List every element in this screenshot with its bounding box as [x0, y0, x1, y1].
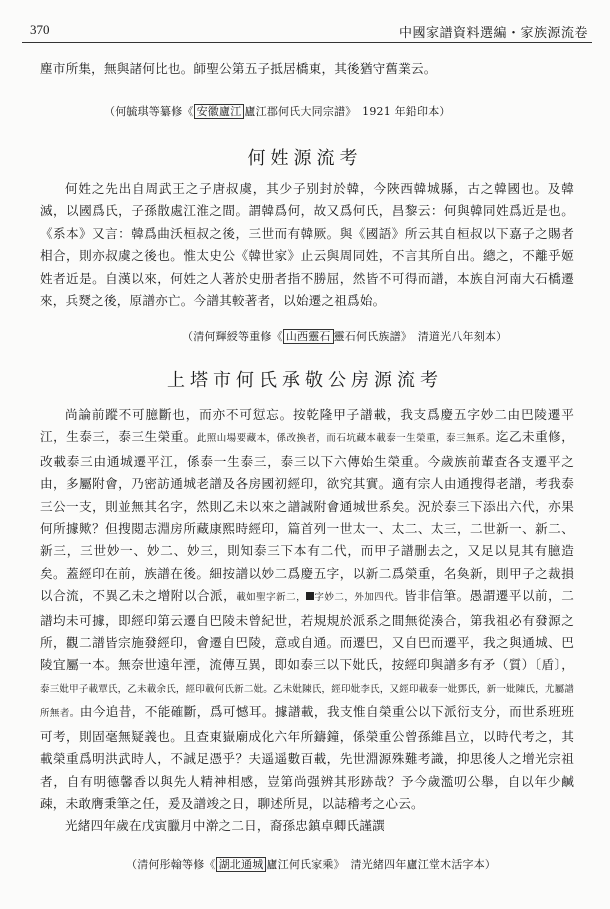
inline-note-1: 此照山場要藏本，係改換者，而石坑藏本載泰一生榮重，泰三無系。	[196, 433, 496, 445]
source-3-region: 湖北通城	[216, 857, 267, 872]
source-1-pre: （何毓琪等纂修《	[104, 105, 194, 118]
source-2-region: 山西靈石	[283, 329, 334, 344]
page-number: 370	[30, 22, 50, 37]
inline-note-2b: 字妙二，外加四代。	[314, 592, 405, 604]
section-2-signature: 光緒四年歲在戊寅臘月中澣之二日，裔孫忠鎮卓卿氏謹譔	[65, 818, 385, 834]
intro-block	[40, 58, 574, 80]
intro-text: 塵市所集，無與諸何比也。師聖公第五子抵居橋東，其後猶守舊業云。	[40, 61, 437, 76]
source-3-post: 廬江何氏家乘》 清光緒四年廬江堂木活字本）	[266, 858, 497, 871]
book-title: 中國家譜資料選編・家族源流卷	[398, 26, 588, 41]
section-2-paragraph-1: 尚論前蹤不可臆斷也，而亦不可愆忘。按乾隆甲子譜載，我支爲慶五字妙二由巴陵遷平江，生泰三，泰三生榮重。此照山場要藏本，係改換者，而石坑藏本載泰一生榮重，泰三無系。迄乙未重修，改載泰三由通城遷平江，係泰一生泰三，泰三以下六傳始生榮重。今歲族前輩查各支遷平之由，多屬附會，乃密訪通城老譜及各房國初經印，欲究其實。適有宗人由通搜得老譜，考我泰三公一支，則並無其名字，然則乙未以來之譜誠附會通城世系矣。況於泰三下添出六代，亦果何所據歟？但搜閲志淵房所藏康熙時經印，篇首列一世太一、太二、太三，二世新一、新二、新三，三世妙一、妙二、妙三，則知泰三下本有二代，而甲子譜删去之，又足以見其有臆造矣。蓋經印在前，族譜在後。細按譜以妙二爲慶五字，以新二爲榮重，名奐新，則甲子之裁損以合流，不異乙未之增附以合派，載如聖字新二， 字妙二，外加四代。皆非信筆。愚謂遷平以前，二譜均未可據，即經印第云遷自巴陵未曾紀世，若規規於派系之間無從湊合，第我祖必有發源之所，觀二譜皆宗施發經印，會遷自巴陵，意或自通。而遷巴，又自巴而遷平，我之與通城、巴陵宜屬一本。無奈世遠年湮，流傳互異，即如泰三以下妣氏，按經印與譜多有矛（質）〔盾〕，泰三妣甲子載覃氏，乙未載余氏，經印載何氏新二妣。乙未妣陳氏，經印妣李氏，又經印載泰一妣鄧氏，新一妣陳氏，尤屬譜所無者。由今追昔，不能確斷，爲可憾耳。據譜載，我支惟自榮重公以下派衍支分，而世系班班可考，則固毫無疑義也。且查東嶽廟成化六年所鑄鐘，係榮重公曾孫維昌立，以時代考之，其載榮重爲明洪武時人，不誠足憑乎？夫遥遥數百載，先世淵源殊難考識，抑思後人之增光宗祖者，自有明德馨香以與先人精神相感，豈第尚强辨其形跡哉？予今歲濫叨公舉，自以年少鹹疎，未敢膺秉筆之任，爰及譜竣之日，聊述所見，以誌稽考之心云。	[40, 407, 574, 811]
section-2-body	[40, 404, 574, 838]
section-1-body	[40, 178, 574, 312]
section-2-title: 上塔市何氏承敬公房源流考	[167, 370, 443, 391]
source-1-region: 安徽廬江	[194, 104, 245, 119]
section-1-paragraph: 何姓之先出自周武王之子唐叔虞，其少子别封於韓，今陜西韓城縣，古之韓國也。及韓滅，以國爲氏，子孫散處江淮之間。謂韓爲何，故又爲何氏，昌黎云：何與韓同姓爲近是也。《系本》又言：韓爲曲沃桓叔之後，三世而有韓厥。與《國語》所云其自桓叔以下嘉子之賜者相合，則亦叔虞之後也。惟太史公《韓世家》止云與周同姓，不言其所自出。總之，不離乎姬姓者近是。自漢以來，何姓之人著於史册者指不勝屈，然皆不可得而譜，本族自河南大石橋遷來，兵燹之後，原譜亦亡。今譜其較著者，以始遷之祖爲始。	[40, 181, 574, 309]
section-1-title: 何姓源流考	[247, 148, 363, 169]
source-citation-2	[182, 328, 507, 344]
source-citation-3	[126, 856, 496, 872]
source-citation-1	[104, 103, 451, 119]
source-1-post: 廬江郡何氏大同宗譜》 1921 年鉛印本）	[244, 105, 451, 118]
page-header	[22, 22, 592, 43]
inline-note-3: 泰三妣甲子載覃氏，乙未載余氏，經印載何氏新二妣。乙未妣陳氏，經印妣李氏，又經印載泰一妣鄧氏，新一妣陳氏，尤屬譜所無者。	[40, 683, 574, 720]
missing-character-mark	[306, 592, 314, 600]
inline-note-2a: 載如聖字新二，	[236, 592, 307, 604]
source-3-pre: （清何彤翰等修《	[126, 858, 216, 871]
source-2-post: 靈石何氏族譜》 清道光八年刻本）	[333, 330, 508, 343]
source-2-pre: （清何輝綬等重修《	[182, 330, 283, 343]
